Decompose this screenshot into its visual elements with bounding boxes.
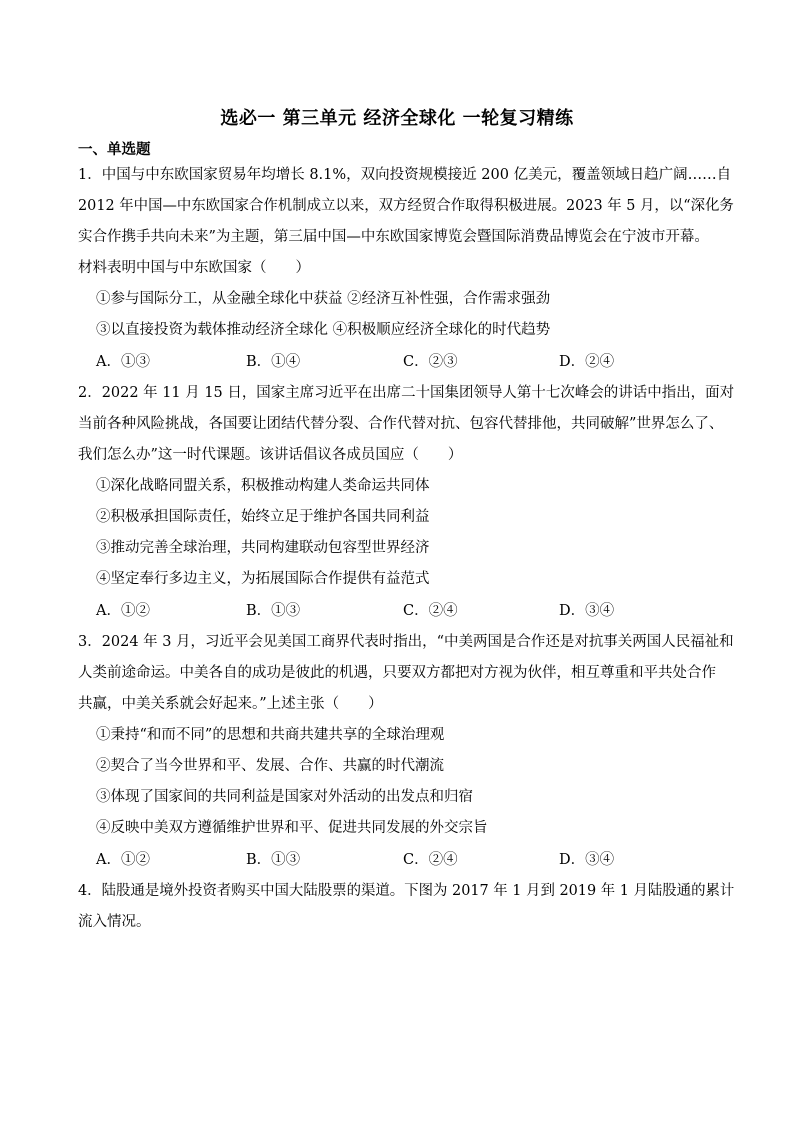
section-heading: 一、单选题 bbox=[78, 142, 151, 158]
question-2-statement-2: ②积极承担国际责任，始终立足于维护各国共同利益 bbox=[96, 509, 430, 525]
question-1-line-3: 实合作携手共向未来”为主题，第三届中国—中东欧国家博览会暨国际消费品博览会在宁波市开幕。 bbox=[78, 229, 709, 245]
question-1-choice-d[interactable]: D．②④ bbox=[559, 354, 615, 370]
question-2-statement-3: ③推动完善全球治理，共同构建联动包容型世界经济 bbox=[96, 540, 430, 556]
question-2-choice-c[interactable]: C．②④ bbox=[403, 603, 458, 619]
question-3-statement-1: ①秉持“和而不同”的思想和共商共建共享的全球治理观 bbox=[96, 727, 445, 743]
question-3-choice-c[interactable]: C．②④ bbox=[403, 852, 458, 868]
page-title: 选必一 第三单元 经济全球化 一轮复习精练 bbox=[220, 108, 574, 129]
question-1-statement-2: ③以直接投资为载体推动经济全球化 ④积极顺应经济全球化的时代趋势 bbox=[96, 322, 551, 338]
question-1-line-1: 1．中国与中东欧国家贸易年均增长 8.1%，双向投资规模接近 200 亿美元，覆盖领域日趋广阔……自 bbox=[78, 167, 732, 183]
question-1-line-4: 材料表明中国与中东欧国家（ ） bbox=[78, 260, 310, 276]
question-2-line-2: 当前各种风险挑战，各国要让团结代替分裂、合作代替对抗、包容代替排他，共同破解”世界怎么了、 bbox=[78, 416, 724, 432]
question-1-choice-b[interactable]: B．①④ bbox=[246, 354, 301, 370]
question-2-choice-b[interactable]: B．①③ bbox=[246, 603, 301, 619]
question-3-choice-a[interactable]: A．①② bbox=[96, 852, 150, 868]
question-2-line-1: 2．2022 年 11 月 15 日，国家主席习近平在出席二十国集团领导人第十七次峰会的讲话中指出，面对 bbox=[78, 385, 735, 401]
question-1-line-2: 2012 年中国—中东欧国家合作机制成立以来，双方经贸合作取得积极进展。2023 年 5 月，以“深化务 bbox=[78, 198, 734, 214]
question-3-line-2: 人类前途命运。中美各自的成功是彼此的机遇，只要双方都把对方视为伙伴，相互尊重和平共处合作 bbox=[78, 665, 716, 681]
question-3-choice-b[interactable]: B．①③ bbox=[246, 852, 301, 868]
question-2-choice-d[interactable]: D．③④ bbox=[559, 603, 615, 619]
question-2-line-3: 我们怎么办”这一时代课题。该讲话倡议各成员国应（ ） bbox=[78, 447, 463, 463]
question-1-statement-1: ①参与国际分工，从金融全球化中获益 ②经济互补性强，合作需求强劲 bbox=[96, 291, 551, 307]
question-3-statement-4: ④反映中美双方遵循维护世界和平、促进共同发展的外交宗旨 bbox=[96, 820, 488, 836]
question-3-statement-2: ②契合了当今世界和平、发展、合作、共赢的时代潮流 bbox=[96, 758, 444, 774]
question-3-statement-3: ③体现了国家间的共同利益是国家对外活动的出发点和归宿 bbox=[96, 789, 473, 805]
question-3-line-3: 共赢，中美关系就会好起来。”上述主张（ ） bbox=[78, 696, 383, 712]
question-4-line-1: 4．陆股通是境外投资者购买中国大陆股票的渠道。下图为 2017 年 1 月到 2019 年 1 月陆股通的累计 bbox=[78, 883, 735, 899]
question-2-statement-1: ①深化战略同盟关系，积极推动构建人类命运共同体 bbox=[96, 478, 430, 494]
question-2-choice-a[interactable]: A．①② bbox=[96, 603, 150, 619]
question-1-choice-c[interactable]: C．②③ bbox=[403, 354, 458, 370]
question-1-choice-a[interactable]: A．①③ bbox=[96, 354, 150, 370]
question-4-line-2: 流入情况。 bbox=[78, 914, 151, 930]
question-3-line-1: 3．2024 年 3 月，习近平会见美国工商界代表时指出，“中美两国是合作还是对抗事关两国人民福祉和 bbox=[78, 634, 734, 650]
question-3-choice-d[interactable]: D．③④ bbox=[559, 852, 615, 868]
question-2-statement-4: ④坚定奉行多边主义，为拓展国际合作提供有益范式 bbox=[96, 571, 430, 587]
